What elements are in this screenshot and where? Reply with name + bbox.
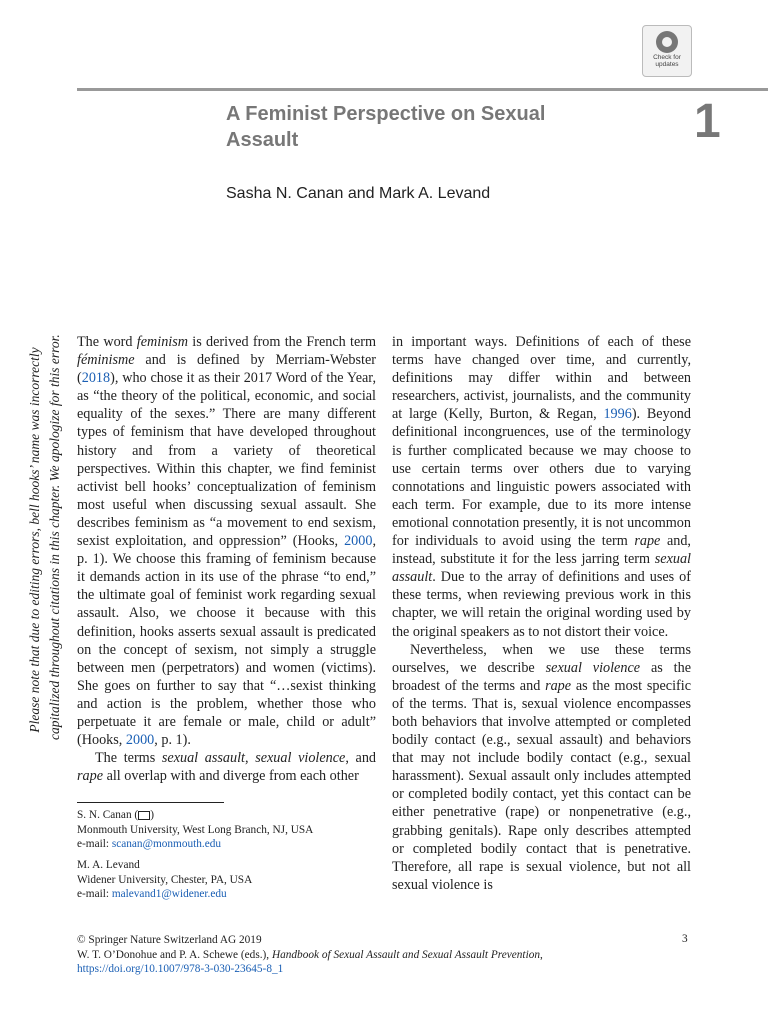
body-column-right bbox=[392, 333, 691, 894]
email-link[interactable]: scanan@monmouth.edu bbox=[111, 838, 222, 850]
affiliation-canan: S. N. Canan ( ) Monmouth University, West Long Branch, NJ, USA e-mail: scanan@monmouth.edu bbox=[77, 809, 314, 850]
copyright: © Springer Nature Switzerland AG 2019 bbox=[77, 934, 262, 946]
footnote-rule bbox=[77, 802, 224, 803]
doi-link[interactable]: https://doi.org/10.1007/978-3-030-23645-8_1 bbox=[77, 963, 284, 975]
chapter-authors: Sasha N. Canan and Mark A. Levand bbox=[226, 185, 491, 202]
book-citation: W. T. O’Donohue and P. A. Schewe (eds.), Handbook of Sexual Assault and Sexual Assault Prevention, bbox=[77, 948, 543, 961]
chapter-title-line-1: A Feminist Perspective on Sexual bbox=[226, 103, 546, 125]
citation-link[interactable]: 2018 bbox=[81, 370, 111, 387]
body-column-left bbox=[77, 333, 376, 785]
page-number: 3 bbox=[682, 933, 688, 945]
chapter-title-line-2: Assault bbox=[226, 129, 299, 151]
mail-icon[interactable] bbox=[138, 811, 150, 820]
affiliation-levand: M. A. Levand Widener University, Chester, PA, USA e-mail: malevand1@widener.edu bbox=[77, 859, 253, 900]
badge-text-2: updates bbox=[655, 61, 679, 68]
citation-link[interactable]: 2000 bbox=[344, 533, 373, 550]
check-for-updates-badge[interactable] bbox=[642, 25, 692, 77]
paragraph: Nevertheless, when we use these terms ourselves, we describe sexual violence as the broadest of the terms and rape as the most specific of the terms. That is, sexual violence encompasses both behaviors that involve attempted or completed bodily contact (e.g., sexual assault) and behaviors that may not include bodily contact (e.g., sexual harassment). Sexual assault only includes attempted or completed bodily contact, yet this contact can be either penetrative (rape) or nonpenetrative (e.g., grabbing genitals). Rape only describes attempted or completed bodily contact that is penetrative. Therefore, all rape is sexual violence, but not all sexual violence is bbox=[392, 641, 692, 893]
paragraph: The word feminism is derived from the French term féminisme and is defined by Merriam-Webster (2018), who chose it as their 2017 Word of the Year, as “the theory of the political, economic, and social equality of the sexes.” There are many different types of feminism that have developed throughout history and from a variety of theoretical perspectives. Within this chapter, we find feminist activist bell hooks’ conceptualization of feminism most useful when discussing sexual assault. She describes feminism as “a movement to end sexism, sexist exploitation, and oppression” (Hooks, 2000, p. 1). We choose this framing of feminism because it demands action in its use of the phrase “to end,” the ultimate goal of feminist work regarding sexual assault. Also, we choose it because with this definition, hooks asserts sexual assault is predicated on the concept of sexism, not simply a struggle between men (perpetrators) and women (victims). She goes on further to say that “…sexist thinking and action is the problem, whether those who perpetuate it are female or male, child or adult” (Hooks, 2000, p. 1). bbox=[77, 334, 377, 749]
citation-link[interactable]: 2000 bbox=[125, 732, 155, 749]
citation-link[interactable]: 1996 bbox=[603, 406, 632, 423]
paragraph: in important ways. Definitions of each of these terms have changed over time, and currently, definitions may differ within and between researchers, activist, journalists, and the community at large (Kelly, Burton, & Regan, 1996). Beyond definitional incongruences, use of the terminology is further complicated because we may choose to use certain terms over others due to varying connotations and linguistic powers associated with each term. For example, due to its more intense emotional connotation presently, it is not uncommon for individuals to avoid using the term rape and, instead, substitute it for the less jarring term sexual assault. Due to the array of definitions and uses of these terms, when reviewing previous work in this chapter, we will retain the original wording used by the original speakers as to not distort their voice. bbox=[392, 334, 691, 640]
email-link[interactable]: malevand1@widener.edu bbox=[111, 888, 227, 900]
badge-text-1: Check for bbox=[653, 54, 681, 61]
side-note-line-2: capitalized throughout citations in this chapter. We apologize for this error. bbox=[47, 334, 62, 740]
side-note bbox=[25, 334, 70, 740]
paragraph: The terms sexual assault, sexual violence, and rape all overlap with and diverge from each other bbox=[77, 750, 377, 785]
chapter-title bbox=[226, 101, 626, 153]
side-note-line-1: Please note that due to editing errors, bell hooks’ name was incorrectly bbox=[27, 347, 42, 733]
check-updates-icon bbox=[656, 31, 678, 53]
chapter-number: 1 bbox=[694, 95, 721, 148]
page-footer bbox=[77, 933, 697, 977]
header-rule bbox=[77, 88, 768, 91]
